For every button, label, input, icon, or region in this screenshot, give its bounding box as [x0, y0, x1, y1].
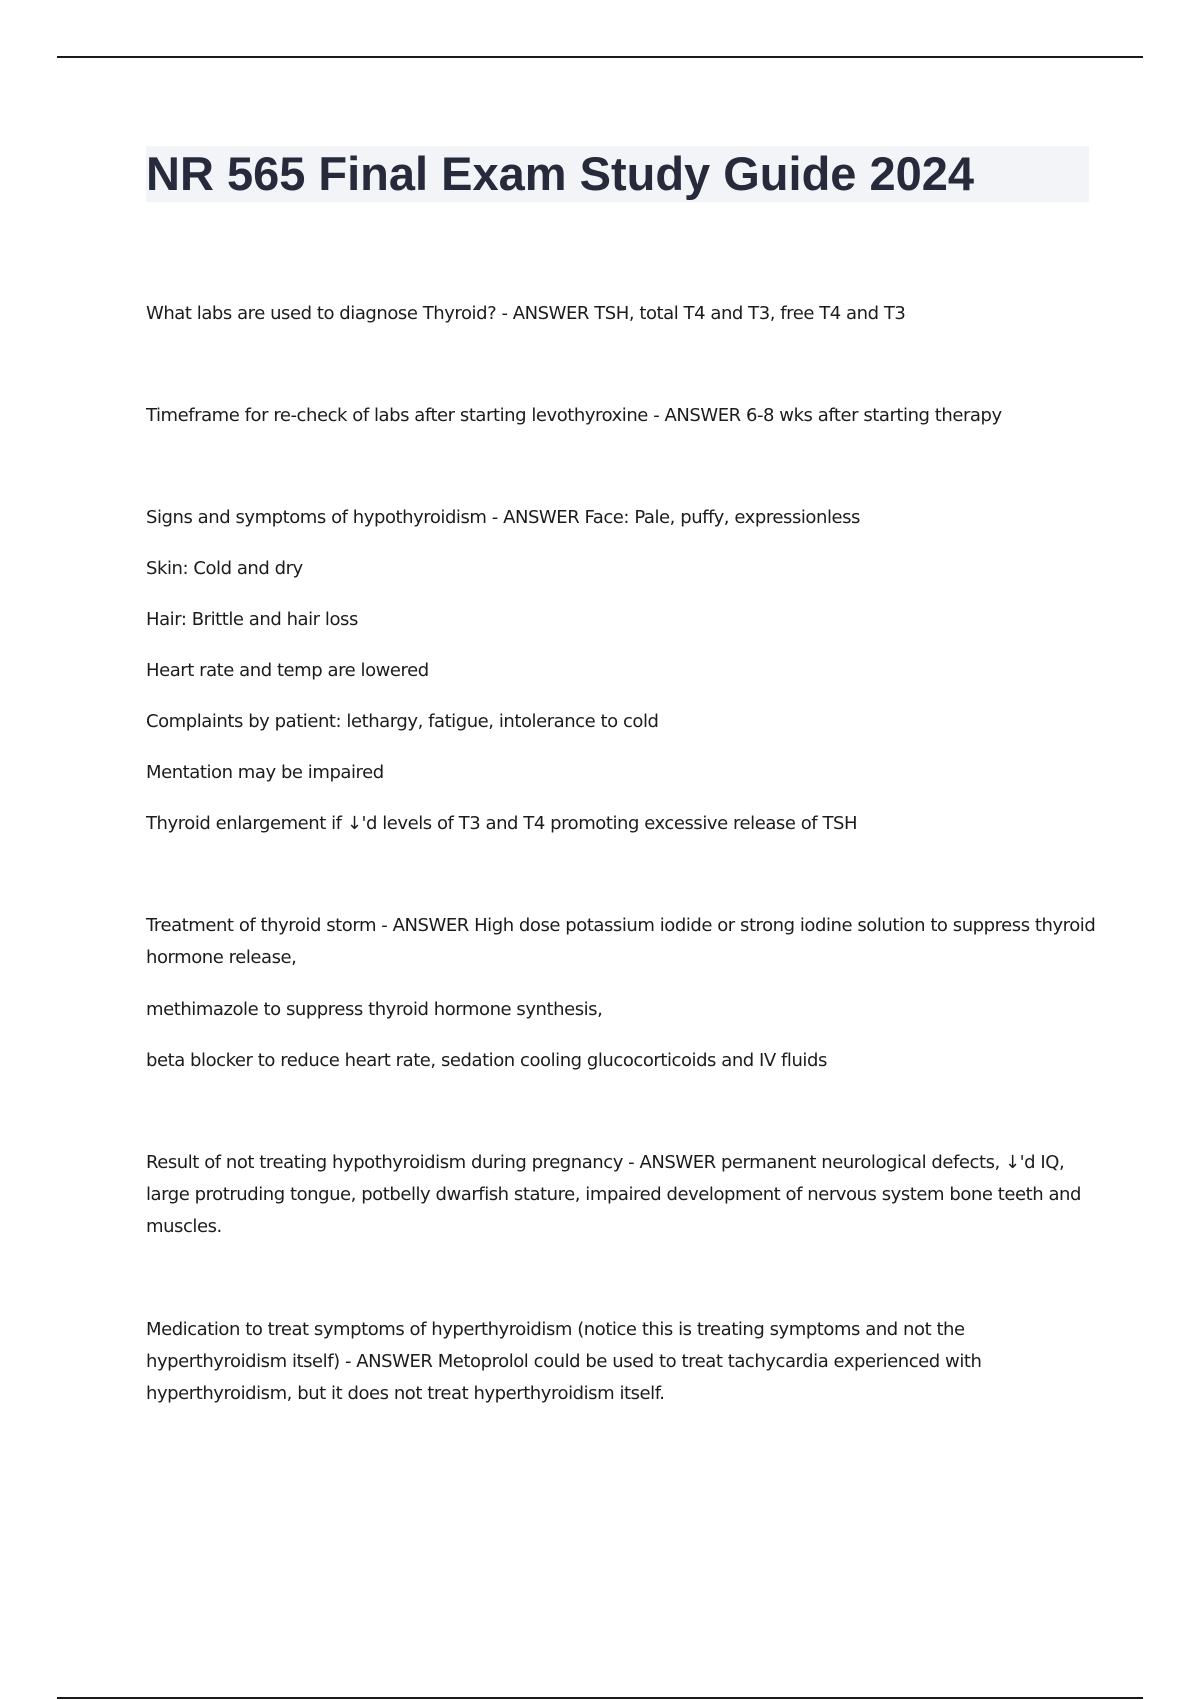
qa-detail-line: Skin: Cold and dry — [146, 558, 303, 579]
qa-detail-line: methimazole to suppress thyroid hormone synthesis, — [146, 999, 603, 1020]
qa-detail-line: Heart rate and temp are lowered — [146, 660, 429, 681]
bottom-divider — [57, 1697, 1143, 1699]
qa-item-pregnancy-hypothyroidism: Result of not treating hypothyroidism during pregnancy - ANSWER permanent neurological defects, ↓'d IQ, large protruding tongue, potbelly dwarfish stature, impaired development of nervous system bone teeth and muscles. — [146, 1152, 1081, 1237]
qa-detail-line: Hair: Brittle and hair loss — [146, 609, 358, 630]
qa-item-hyperthyroidism-medication: Medication to treat symptoms of hyperthyroidism (notice this is treating symptoms and not the hyperthyroidism itself) - ANSWER Metoprolol could be used to treat tachycardia experienced with hyperthyroidism, but it does not treat hyperthyroidism itself. — [146, 1319, 982, 1404]
document-body — [146, 298, 1096, 1410]
qa-item-thyroid-storm: Treatment of thyroid storm - ANSWER High dose potassium iodide or strong iodine solution to suppress thyroid hormone release, — [146, 915, 1096, 968]
qa-detail-line: beta blocker to reduce heart rate, sedation cooling glucocorticoids and IV fluids — [146, 1050, 827, 1071]
qa-item-hypothyroidism-signs: Signs and symptoms of hypothyroidism - ANSWER Face: Pale, puffy, expressionless — [146, 507, 860, 528]
qa-item-thyroid-labs: What labs are used to diagnose Thyroid? - ANSWER TSH, total T4 and T3, free T4 and T3 — [146, 303, 906, 324]
qa-detail-line: Complaints by patient: lethargy, fatigue, intolerance to cold — [146, 711, 659, 732]
document-title: NR 565 Final Exam Study Guide 2024 — [146, 147, 975, 200]
qa-detail-line: Thyroid enlargement if ↓'d levels of T3 and T4 promoting excessive release of TSH — [146, 813, 858, 834]
top-divider — [57, 56, 1143, 58]
qa-item-recheck-timeframe: Timeframe for re-check of labs after starting levothyroxine - ANSWER 6-8 wks after starting therapy — [146, 405, 1002, 426]
qa-detail-line: Mentation may be impaired — [146, 762, 384, 783]
